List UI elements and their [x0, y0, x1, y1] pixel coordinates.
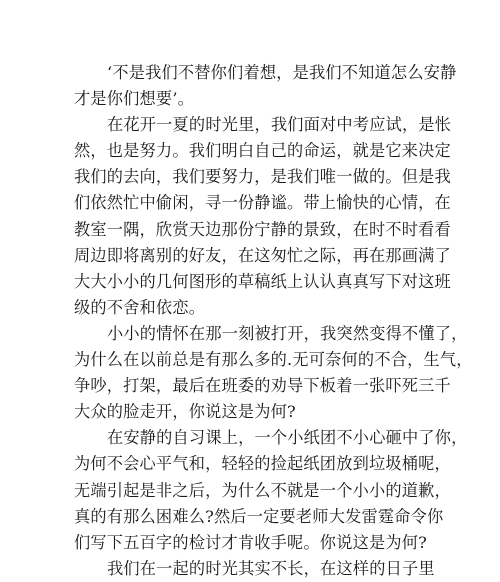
text-line: 们依然忙中偷闲，寻一份静谧。带上愉快的心情，在: [74, 193, 451, 213]
text-line: 在安静的自习课上，一个小纸团不小心砸中了你，: [107, 428, 468, 448]
text-line: 然，也是努力。我们明白自己的命运，就是它来决定: [74, 141, 451, 161]
text-line: ‘不是我们不替你们着想，是我们不知道怎么安静: [107, 63, 457, 82]
text-line: 才是你们想要’。: [74, 89, 195, 109]
essay-body: [74, 60, 473, 578]
text-line: 小小的情怀在那一刻被打开，我突然变得不懂了，: [107, 323, 468, 343]
text-line-partial: 我们在一起的时光其实不长，在这样的日子里: [107, 558, 435, 578]
text-line: 级的不舍和依恋。: [74, 297, 206, 317]
text-line: 为什么在以前总是有那么多的.无可奈何的不合，生气，: [74, 350, 473, 370]
text-line: 周边即将离别的好友，在这匆忙之际，再在那画满了: [74, 245, 451, 265]
text-line: 们写下五百字的检讨才肯收手呢。你说这是为何?: [74, 532, 428, 552]
text-line: 无端引起是非之后，为什么不就是一个小小的道歉，: [74, 480, 451, 500]
text-line: 教室一隅，欣赏天边那份宁静的景致，在时不时看看: [74, 219, 451, 239]
text-line: 在花开一夏的时光里，我们面对中考应试，是怅: [107, 115, 452, 135]
text-line: 大大小小的几何图形的草稿纸上认认真真写下对这班: [74, 271, 451, 291]
text-line: 大众的脸走开，你说这是为何?: [74, 402, 296, 422]
text-line: 真的有那么困难么?然后一定要老师大发雷霆命令你: [74, 506, 444, 526]
text-line: 为何不会心平气和，轻轻的捡起纸团放到垃圾桶呢，: [74, 454, 451, 474]
text-line: 争吵，打架，最后在班委的劝导下板着一张吓死三千: [74, 376, 451, 396]
text-line: 我们的去向，我们要努力，是我们唯一做的。但是我: [74, 167, 451, 187]
